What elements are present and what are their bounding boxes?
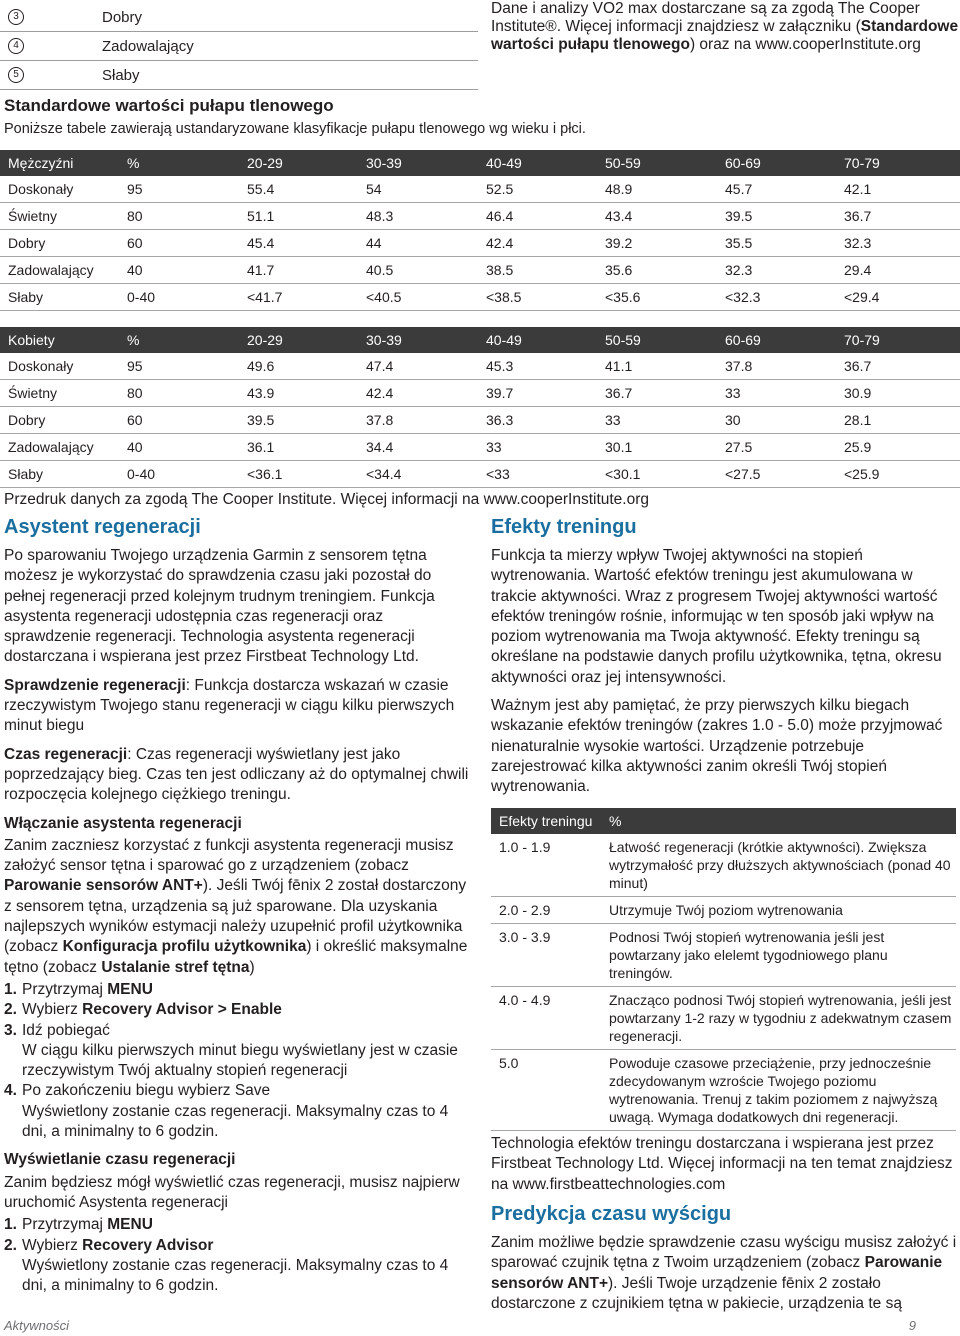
divider [0,31,478,32]
table-row [491,834,956,897]
step-item: 1. Przytrzymaj MENU [4,980,153,998]
table-cell: Utrzymuje Twój poziom wytrenowania [601,897,956,924]
table-row [0,176,960,203]
table-cell: 47.4 [358,353,478,380]
header-cell: 20-29 [239,150,358,176]
header-cell: % [601,808,956,834]
table-cell: 0-40 [119,284,239,311]
table-row [0,203,960,230]
effects-credit: Technologia efektów treningu dostarczana i wspierana jest przez Firstbeat Technology Ltd. Więcej informacji na ten temat znajdziesz na www.firstbeattechnologies.com [491,1135,953,1193]
table-cell: 45.7 [717,176,836,203]
reprint-note: Przedruk danych za zgodą The Cooper Institute. Więcej informacji na www.cooperInstitute.org [4,491,650,508]
table-cell: 36.3 [478,407,597,434]
step-item: 1. Przytrzymaj MENU [4,1216,153,1234]
table-cell: 39.7 [478,380,597,407]
table-cell: 32.3 [836,230,960,257]
table-cell: 48.3 [358,203,478,230]
table-cell: <25.9 [836,461,960,488]
table-cell: 33 [478,434,597,461]
page-number: 9 [908,1318,916,1333]
divider [0,60,478,61]
table-cell: <27.5 [717,461,836,488]
table-cell: Zadowalający [0,257,119,284]
recovery-check-para: Sprawdzenie regeneracji: Funkcja dostarcza wskazań w czasie rzeczywistym Twojego stanu regeneracji w ciągu kilku pierwszych minut biegu [4,676,455,735]
legend-row [8,4,478,30]
table-cell: 33 [597,407,717,434]
recovery-title: Asystent regeneracji [4,516,201,538]
table-row [0,434,960,461]
legend-label: Dobry [102,8,143,26]
table-cell: Dobry [0,407,119,434]
table-cell: Dobry [0,230,119,257]
divider [0,89,478,90]
header-cell: % [119,150,239,176]
table-row [0,380,960,407]
header-cell: 50-59 [597,327,717,353]
table-cell: 41.1 [597,353,717,380]
table-cell: Słaby [0,284,119,311]
legend-row [8,33,478,59]
table-cell: <40.5 [358,284,478,311]
cooper-note: Dane i analizy VO2 max dostarczane są za zgodą The Cooper Institute®. Więcej informacji znajdziesz w załączniku (Standardowe wartości pułapu tlenowego) oraz na www.cooperInstitute.org [491,0,959,53]
table-cell: 33 [717,380,836,407]
table-cell: 60 [119,230,239,257]
table-cell: 95 [119,176,239,203]
step-item: 2. Wybierz Recovery Advisor > Enable [4,1001,282,1019]
view-title: Wyświetlanie czasu regeneracji [4,1151,236,1169]
table-cell: 43.4 [597,203,717,230]
table-cell: 3.0 - 3.9 [491,924,601,987]
table-cell: 37.8 [358,407,478,434]
table-cell: <36.1 [239,461,358,488]
header-cell: Kobiety [0,327,119,353]
table-cell: 60 [119,407,239,434]
header-cell: Mężczyźni [0,150,119,176]
table-row [0,353,960,380]
table-cell: 4.0 - 4.9 [491,987,601,1050]
table-cell: 30.9 [836,380,960,407]
table-row [0,284,960,311]
table-cell: 95 [119,353,239,380]
table-cell: <35.6 [597,284,717,311]
recovery-column [4,546,472,1296]
header-cell: 20-29 [239,327,358,353]
table-cell: 42.1 [836,176,960,203]
table-cell: 40.5 [358,257,478,284]
table-cell: 34.4 [358,434,478,461]
header-cell: 70-79 [836,327,960,353]
table-cell: 36.7 [597,380,717,407]
table-cell: Słaby [0,461,119,488]
table-cell: <38.5 [478,284,597,311]
view-para: Zanim będziesz mógł wyświetlić czas regeneracji, musisz najpierw uruchomić Asystenta regeneracji [4,1173,460,1211]
table-header-row [0,327,960,353]
men-vo2-table [0,150,960,311]
table-cell: 1.0 - 1.9 [491,834,601,897]
table-cell: Świetny [0,203,119,230]
effects-para: Funkcja ta mierzy wpływ Twojej aktywności na stopień wytrenowania. Wartość efektów treningu jest akumulowana w trakcie aktywności. Wraz z progresem Twojej aktywności wartość efektów treningów rośnie, informując w ten sposób jaki wpływ na poziom wytrenowania ma Twoja aktywność. Efekty treningu są określane na podstawie danych profilu użytkownika, tętna, okresu aktywności oraz jej intensywności. [491,547,942,686]
table-cell: 48.9 [597,176,717,203]
table-cell: 42.4 [358,380,478,407]
table-header-row [491,808,956,834]
table-cell: 40 [119,434,239,461]
table-cell: Zadowalający [0,434,119,461]
step-detail: W ciągu kilku pierwszych minut biegu wyświetlany jest w czasie rzeczywistym Twój aktualny stopień regeneracji [22,1041,458,1080]
prediction-title: Predykcja czasu wyścigu [491,1203,732,1225]
header-cell: 30-39 [358,150,478,176]
header-cell: 30-39 [358,327,478,353]
table-cell: 49.6 [239,353,358,380]
table-cell: 46.4 [478,203,597,230]
table-row [0,257,960,284]
enable-para: Zanim zaczniesz korzystać z funkcji asystenta regeneracji musisz założyć sensor tętna i sparować go z urządzeniem (zobacz Parowanie sensorów ANT+). Jeśli Twój fēnix 2 został dostarczony z sensorem tętna, urządzenia są już sparowane. Dla uzyskania najlepszych wyników estymacji należy uzupełnić profil użytkownika (zobacz Konfiguracja profilu użytkownika) i określić maksymalne tętno (zobacz Ustalanie stref tętna) [4,836,468,976]
step-detail: Wyświetlony zostanie czas regeneracji. Maksymalny czas to 4 dni, a minimalny to 6 godzin. [22,1102,449,1141]
table-cell: 45.3 [478,353,597,380]
table-cell: 5.0 [491,1050,601,1131]
header-cell: 40-49 [478,150,597,176]
table-cell: 54 [358,176,478,203]
table-row [491,924,956,987]
step-detail: Wyświetlony zostanie czas regeneracji. Maksymalny czas to 4 dni, a minimalny to 6 godzin. [22,1256,449,1295]
legend-row [8,62,478,88]
table-cell: <30.1 [597,461,717,488]
table-cell: 36.7 [836,353,960,380]
table-cell: 38.5 [478,257,597,284]
table-cell: <32.3 [717,284,836,311]
table-cell: 40 [119,257,239,284]
table-cell: 45.4 [239,230,358,257]
header-cell: 60-69 [717,327,836,353]
table-cell: 80 [119,380,239,407]
table-cell: 36.1 [239,434,358,461]
prediction-para: Zanim możliwe będzie sprawdzenie czasu wyścigu musisz założyć i sparować czujnik tętna z Twoim urządzeniem (zobacz Parowanie sensorów ANT+). Jeśli Twoje urządzenie fēnix 2 zostało dostarczone z czujnikiem tętna w pakiecie, urządzenia te są [491,1234,957,1312]
intro-text: Poniższe tabele zawierają ustandaryzowane klasyfikacje pułapu tlenowego wg wieku i płci. [4,121,586,137]
circled-number-icon: 5 [8,67,24,83]
header-cell: 40-49 [478,327,597,353]
table-cell: Łatwość regeneracji (krótkie aktywności). Zwiększa wytrzymałość przy dłuższych aktywnościach (ponad 40 minut) [601,834,956,897]
table-cell: Znacząco podnosi Twój stopień wytrenowania, jeśli jest powtarzany 1-2 razy w tygodniu z adekwatnym czasem regeneracji. [601,987,956,1050]
circled-number-icon: 4 [8,38,24,54]
table-row [0,407,960,434]
table-cell: 0-40 [119,461,239,488]
table-cell: 35.5 [717,230,836,257]
table-cell: 28.1 [836,407,960,434]
table-cell: 2.0 - 2.9 [491,897,601,924]
table-cell: Świetny [0,380,119,407]
training-effect-table [491,808,956,1131]
table-cell: 36.7 [836,203,960,230]
header-cell: % [119,327,239,353]
effects-column [491,546,951,806]
legend-label: Słaby [102,66,140,84]
recovery-intro: Po sparowaniu Twojego urządzenia Garmin z sensorem tętna możesz je wykorzystać do sprawdzenia czasu jaki pozostał do pełnej regeneracji przed kolejnym trudnym treningiem. Funkcja asystenta regeneracji udostępnia czas regeneracji oraz sprawdzenie regeneracji. Technologia asystenta regeneracji dostarczana i wspierana jest przez Firstbeat Technology Ltd. [4,547,435,666]
table-cell: 32.3 [717,257,836,284]
table-cell: <34.4 [358,461,478,488]
table-cell: 27.5 [717,434,836,461]
table-cell: 55.4 [239,176,358,203]
table-cell: 80 [119,203,239,230]
table-cell: 25.9 [836,434,960,461]
table-cell: 43.9 [239,380,358,407]
table-cell: 30.1 [597,434,717,461]
header-cell: 60-69 [717,150,836,176]
table-cell: 39.2 [597,230,717,257]
women-vo2-table [0,327,960,488]
table-cell: <33 [478,461,597,488]
table-cell: <41.7 [239,284,358,311]
table-row [491,1050,956,1131]
section-title: Standardowe wartości pułapu tlenowego [4,96,334,115]
table-cell: Powoduje czasowe przeciążenie, przy jednocześnie zdecydowanym wzroście Twojego poziomu wytrenowania. Trenuj z takim poziomem z najwyższą uwagą. Wymaga dodatkowych dni regeneracji. [601,1050,956,1131]
footer-section: Aktywności [4,1318,70,1333]
table-row [491,897,956,924]
legend-label: Zadowalający [102,37,194,55]
table-header-row [0,150,960,176]
table-cell: Podnosi Twój stopień wytrenowania jeśli jest powtarzany jako elelemt tygodniowego planu treningów. [601,924,956,987]
recovery-time-para: Czas regeneracji: Czas regeneracji wyświetlany jest jako poprzedzający bieg. Czas ten jest odliczany aż do optymalnej chwili rozpoczęcia kolejnego ciężkiego treningu. [4,745,469,804]
header-cell: 70-79 [836,150,960,176]
header-cell: 50-59 [597,150,717,176]
table-cell: 51.1 [239,203,358,230]
step-item: 2. Wybierz Recovery Advisor [4,1236,214,1254]
table-row [491,987,956,1050]
header-cell: Efekty treningu [491,808,601,834]
table-cell: 52.5 [478,176,597,203]
table-cell: 29.4 [836,257,960,284]
enable-title: Włączanie asystenta regeneracji [4,814,242,832]
table-cell: Doskonały [0,353,119,380]
table-cell: 41.7 [239,257,358,284]
table-cell: 39.5 [717,203,836,230]
step-item: 3. Idź pobiegać [4,1021,110,1039]
table-cell: 37.8 [717,353,836,380]
table-cell: <29.4 [836,284,960,311]
table-cell: 39.5 [239,407,358,434]
effects-para: Ważnym jest aby pamiętać, że przy pierwszych kilku biegach wskazanie efektów treningów (zakres 1.0 - 5.0) może przyjmować nienaturalnie wysokie wartości. Urządzenie potrzebuje zarejestrować kilka aktywności zanim określi Twój stopień wytrenowania. [491,697,943,796]
table-cell: 44 [358,230,478,257]
table-row [0,461,960,488]
step-item: 4. Po zakończeniu biegu wybierz Save [4,1082,271,1100]
circled-number-icon: 3 [8,9,24,25]
table-cell: Doskonały [0,176,119,203]
table-row [0,230,960,257]
table-cell: 35.6 [597,257,717,284]
table-cell: 42.4 [478,230,597,257]
effects-title: Efekty treningu [491,516,637,538]
table-cell: 30 [717,407,836,434]
